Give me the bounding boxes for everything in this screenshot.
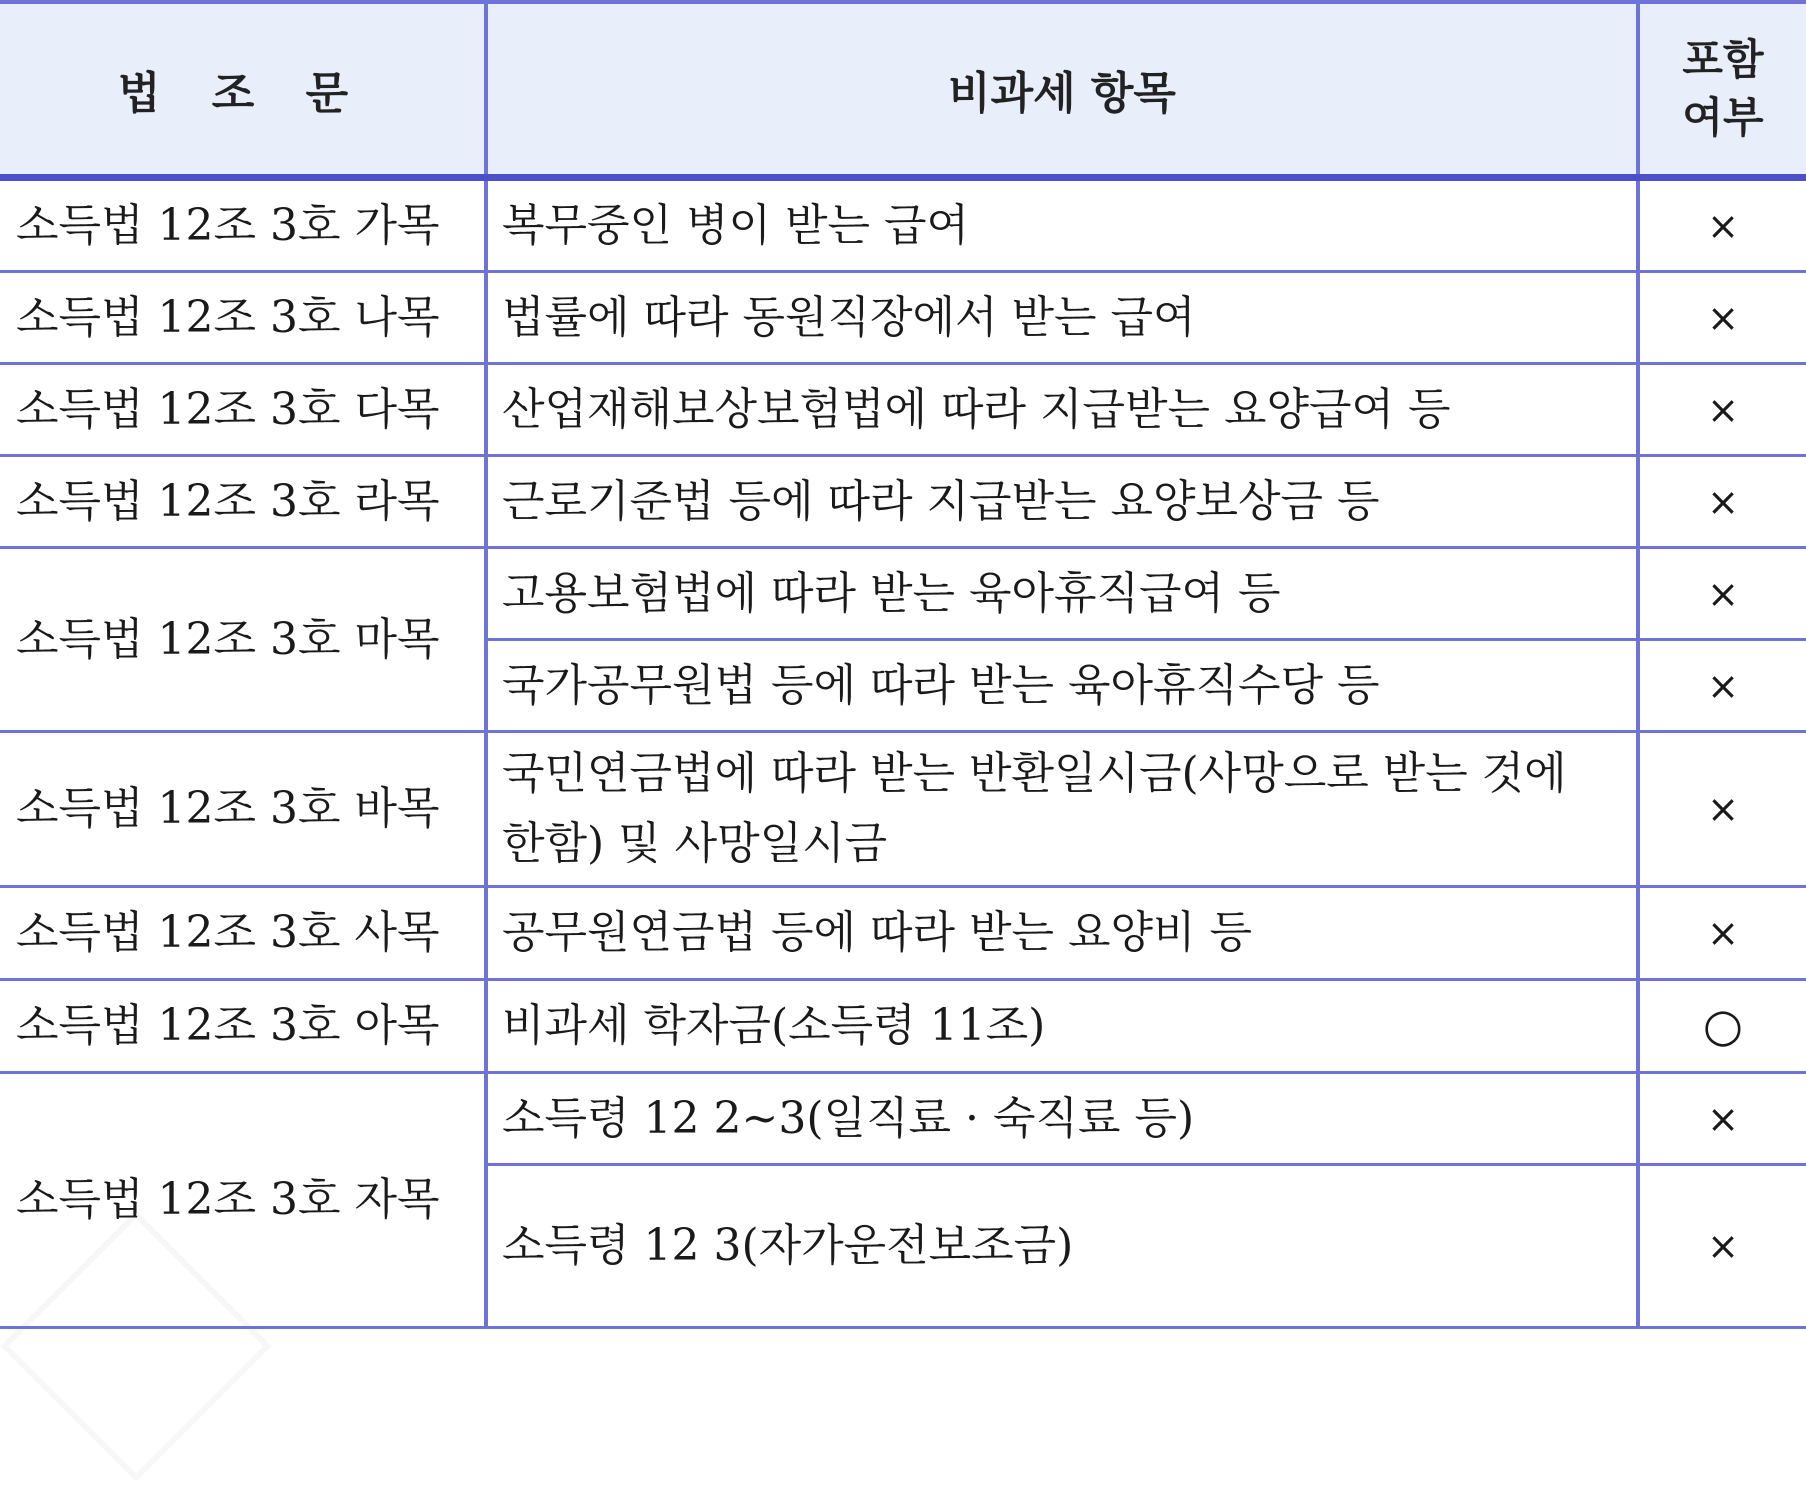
- excluded-mark: ×: [1707, 663, 1739, 708]
- included-cell: [1638, 548, 1806, 640]
- item-cell: 근로기준법 등에 따라 지급받는 요양보상금 등: [486, 456, 1638, 548]
- law-cell: 소득법 12조 3호 바목: [0, 732, 486, 887]
- included-cell: [1638, 980, 1806, 1073]
- included-cell: [1638, 364, 1806, 456]
- item-cell: 복무중인 병이 받는 급여: [486, 178, 1638, 272]
- table-header-row: [0, 2, 1806, 178]
- item-cell: 고용보험법에 따라 받는 육아휴직급여 등: [486, 548, 1638, 640]
- item-cell: 국민연금법에 따라 받는 반환일시금(사망으로 받는 것에 한함) 및 사망일시금: [486, 732, 1638, 887]
- law-cell: 소득법 12조 3호 가목: [0, 178, 486, 272]
- item-cell: 공무원연금법 등에 따라 받는 요양비 등: [486, 887, 1638, 980]
- included-cell: [1638, 1073, 1806, 1165]
- header-included: [1638, 2, 1806, 178]
- law-cell: 소득법 12조 3호 라목: [0, 456, 486, 548]
- item-cell: 비과세 학자금(소득령 11조): [486, 980, 1638, 1073]
- excluded-mark: ×: [1707, 787, 1739, 831]
- item-cell: 소득령 12 2~3(일직료 · 숙직료 등): [486, 1073, 1638, 1165]
- included-cell: [1638, 640, 1806, 732]
- item-cell: 소득령 12 3(자가운전보조금): [486, 1165, 1638, 1328]
- included-cell: [1638, 732, 1806, 887]
- included-mark: ○: [1702, 997, 1744, 1052]
- law-cell: 소득법 12조 3호 자목: [0, 1073, 486, 1328]
- included-cell: [1638, 1165, 1806, 1328]
- item-cell: 국가공무원법 등에 따라 받는 육아휴직수당 등: [486, 640, 1638, 732]
- item-cell: 법률에 따라 동원직장에서 받는 급여: [486, 272, 1638, 364]
- law-cell: 소득법 12조 3호 마목: [0, 548, 486, 732]
- excluded-mark: ×: [1707, 911, 1739, 955]
- header-included-text: 포함 여부: [1682, 35, 1764, 142]
- table-row: [0, 548, 1806, 640]
- included-cell: [1638, 887, 1806, 980]
- law-cell: 소득법 12조 3호 사목: [0, 887, 486, 980]
- included-cell: [1638, 272, 1806, 364]
- excluded-mark: ×: [1707, 203, 1739, 248]
- law-cell: 소득법 12조 3호 아목: [0, 980, 486, 1073]
- included-cell: [1638, 178, 1806, 272]
- law-cell: 소득법 12조 3호 나목: [0, 272, 486, 364]
- table-row: [0, 887, 1806, 980]
- table-row: [0, 456, 1806, 548]
- excluded-mark: ×: [1707, 1224, 1739, 1268]
- excluded-mark: ×: [1707, 479, 1739, 524]
- excluded-mark: ×: [1707, 1096, 1739, 1141]
- table-row: [0, 364, 1806, 456]
- excluded-mark: ×: [1707, 387, 1739, 432]
- header-law-article: 법 조 문: [0, 2, 486, 178]
- excluded-mark: ×: [1707, 571, 1739, 616]
- table-row: [0, 732, 1806, 887]
- included-cell: [1638, 456, 1806, 548]
- table-row: [0, 980, 1806, 1073]
- header-exempt-item: 비과세 항목: [486, 2, 1638, 178]
- excluded-mark: ×: [1707, 295, 1739, 340]
- item-cell: 산업재해보상보험법에 따라 지급받는 요양급여 등: [486, 364, 1638, 456]
- law-cell: 소득법 12조 3호 다목: [0, 364, 486, 456]
- table-row: [0, 272, 1806, 364]
- table-row: [0, 1073, 1806, 1165]
- table-row: [0, 178, 1806, 272]
